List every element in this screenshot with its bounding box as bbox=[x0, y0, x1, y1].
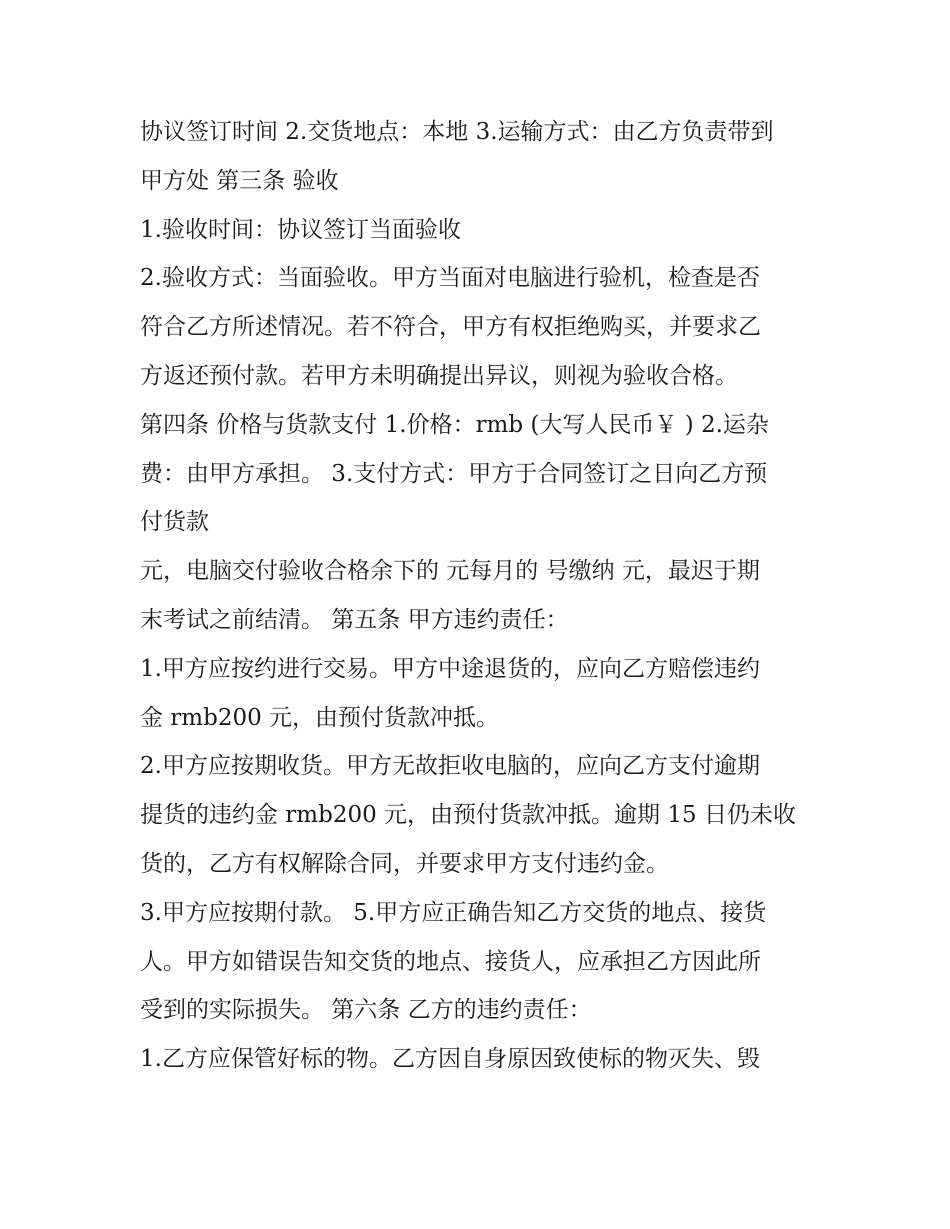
text-line: 方返还预付款。若甲方未明确提出异议，则视为验收合格。 bbox=[140, 362, 738, 389]
text-line: 1.甲方应按约进行交易。甲方中途退货的，应向乙方赔偿违约 bbox=[140, 655, 760, 682]
text-line: 费：由甲方承担。 3.支付方式：甲方于合同签订之日向乙方预 bbox=[140, 460, 768, 487]
text-line: 金 rmb200 元，由预付货款冲抵。 bbox=[140, 704, 500, 731]
text-line: 符合乙方所述情况。若不符合，甲方有权拒绝购买，并要求乙 bbox=[140, 314, 761, 341]
text-line: 第四条 价格与货款支付 1.价格：rmb (大写人民币￥ ) 2.运杂 bbox=[140, 411, 769, 438]
text-line: 付货款 bbox=[140, 509, 209, 536]
text-line: 2.甲方应按期收货。甲方无故拒收电脑的，应向乙方支付逾期 bbox=[140, 753, 760, 780]
text-line: 元，电脑交付验收合格余下的 元每月的 号缴纳 元，最迟于期 bbox=[140, 558, 760, 585]
text-line: 甲方处 第三条 验收 bbox=[140, 167, 339, 194]
text-line: 提货的违约金 rmb200 元，由预付货款冲抵。逾期 15 日仍未收 bbox=[140, 802, 796, 829]
document-page bbox=[140, 108, 820, 1084]
text-line: 协议签订时间 2.交货地点：本地 3.运输方式：由乙方负责带到 bbox=[140, 119, 774, 145]
text-line: 1.验收时间：协议签订当面验收 bbox=[140, 216, 461, 243]
text-line: 2.验收方式：当面验收。甲方当面对电脑进行验机，检查是否 bbox=[140, 265, 760, 292]
text-line: 1.乙方应保管好标的物。乙方因自身原因致使标的物灭失、毁 bbox=[140, 1046, 760, 1073]
text-line: 受到的实际损失。 第六条 乙方的违约责任： bbox=[140, 997, 592, 1024]
text-line: 3.甲方应按期付款。 5.甲方应正确告知乙方交货的地点、接货 bbox=[140, 899, 767, 926]
text-line: 人。甲方如错误告知交货的地点、接货人，应承担乙方因此所 bbox=[140, 948, 761, 975]
text-line: 货的，乙方有权解除合同，并要求甲方支付违约金。 bbox=[140, 850, 669, 877]
text-line: 末考试之前结清。 第五条 甲方违约责任： bbox=[140, 606, 569, 633]
